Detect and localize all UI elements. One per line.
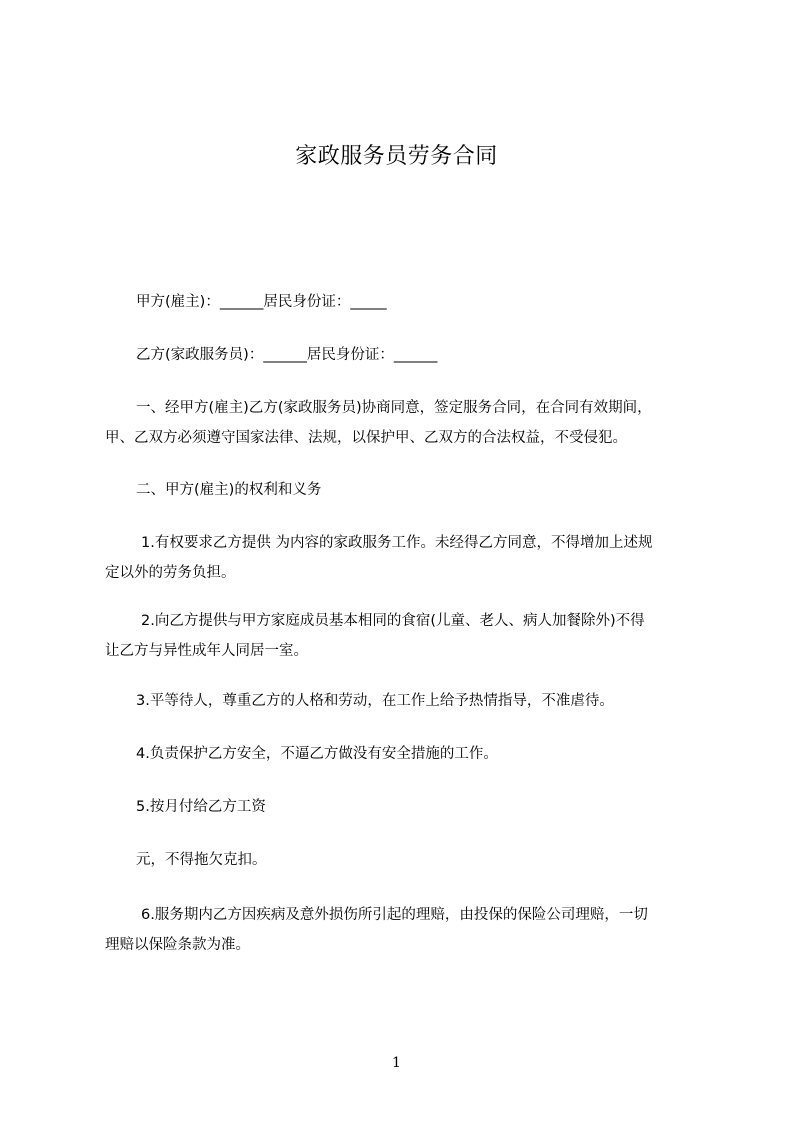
item-4-text: 4.负责保护乙方安全，不逼乙方做没有安全措施的工作。: [136, 746, 498, 762]
clause-1-line-2: 甲、乙双方必须遵守国家法律、法规，以保护甲、乙双方的合法权益，不受侵犯。: [105, 430, 627, 446]
item-4-paragraph: [105, 739, 705, 769]
item-6-line-1: 6.服务期内乙方因疾病及意外损伤所引起的理赔，由投保的保险公司理赔，一切: [141, 907, 648, 923]
party-b-line: [105, 340, 705, 370]
item-3-text: 3.平等待人，尊重乙方的人格和劳动，在工作上给予热情指导，不准虐待。: [136, 693, 614, 709]
item-2-line-2: 让乙方与异性成年人同居一室。: [105, 643, 308, 659]
item-1-line-1: 1.有权要求乙方提供 为内容的家政服务工作。未经得乙方同意，不得增加上述规: [141, 535, 653, 551]
party-b-text: 乙方(家政服务员)：______居民身份证：______: [136, 347, 438, 363]
item-2-paragraph: [105, 606, 705, 666]
clause-2-heading: [105, 475, 705, 505]
item-5-continuation: [105, 845, 705, 875]
item-1-line-2: 定以外的劳务负担。: [105, 565, 236, 581]
item-6-line-2: 理赔以保险条款为准。: [105, 937, 250, 953]
document-title: 家政服务员劳务合同: [295, 144, 498, 169]
item-2-line-1: 2.向乙方提供与甲方家庭成员基本相同的食宿(儿童、老人、病人加餐除外)不得: [141, 613, 645, 629]
page-number: 1: [392, 1055, 401, 1071]
clause-2-heading-text: 二、甲方(雇主)的权利和义务: [136, 482, 322, 498]
party-a-line: [105, 287, 705, 317]
item-3-paragraph: [105, 686, 705, 716]
item-5-paragraph: [105, 792, 705, 822]
item-1-paragraph: [105, 528, 705, 588]
clause-1-paragraph: [105, 393, 705, 453]
item-5-text: 5.按月付给乙方工资: [136, 799, 266, 815]
item-6-paragraph: [105, 900, 705, 960]
party-a-text: 甲方(雇主)：______居民身份证：_____: [136, 294, 387, 310]
clause-1-line-1: 一、经甲方(雇主)乙方(家政服务员)协商同意，签定服务合同，在合同有效期间，: [136, 400, 652, 416]
item-5-continuation-text: 元，不得拖欠克扣。: [136, 852, 267, 868]
